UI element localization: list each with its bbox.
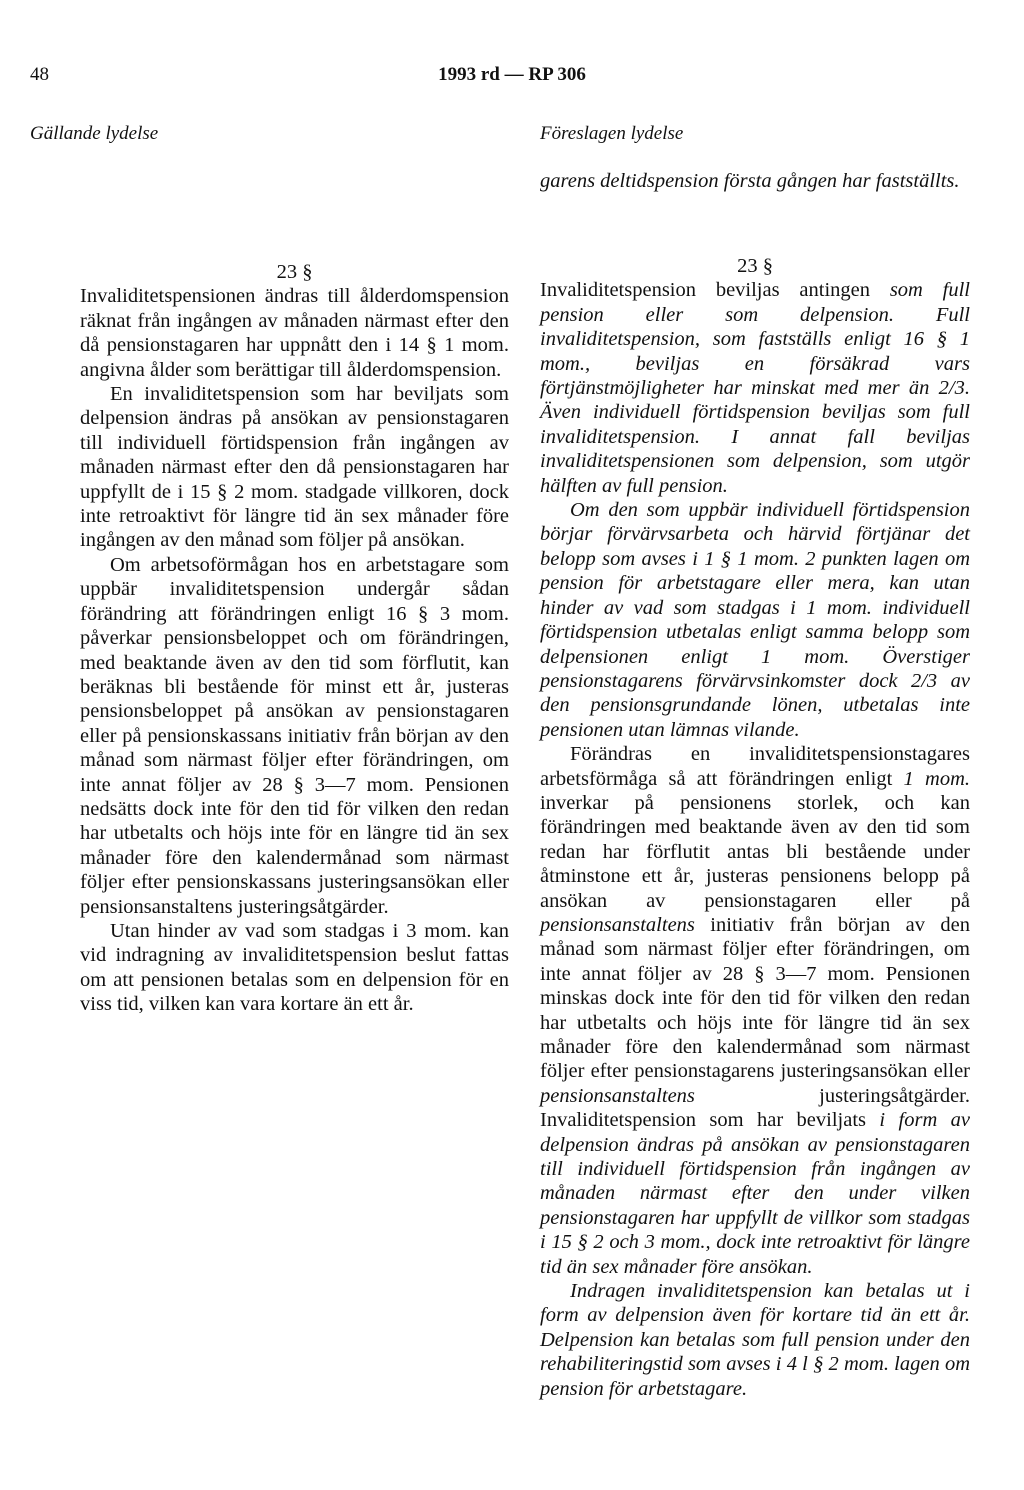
current-text-column bbox=[80, 260, 509, 1017]
text-run: Invaliditetspension beviljas antingen bbox=[540, 279, 890, 302]
paragraph bbox=[540, 498, 970, 742]
continuation-text: garens deltidspension första gången har fastställts. bbox=[540, 170, 960, 192]
section-number: 23 § bbox=[276, 261, 313, 283]
paragraph: En invaliditetspension som har beviljats som delpension ändras på ansökan av pensionstagaren till individuell förtidspension från ingången av månaden närmast efter den då pensionstagaren har uppfyllt de i 15 § 2 mom. stadgade villkoren, dock inte retroaktivt för längre tid än sex månader före ingången av den månad som följer på ansökan. bbox=[80, 383, 509, 552]
page-number: 48 bbox=[30, 64, 49, 85]
paragraph: Om arbetsoförmågan hos en arbetstagare som uppbär invaliditetspension undergår sådan förändring att förändringen enligt 16 § 3 mom. påverkar pensionsbeloppet och om förändringen, med beaktande även av den tid som förflutit, kan beräknas bli bestående för minst ett år, justeras pensionsbeloppet på ansökan av pensionstagaren eller på pensionskassans initiativ från början av den månad som närmast följer efter förändringen, om inte annat följer av 28 § 3—7 mom. Pensionen nedsätts dock inte för den tid för vilken den redan har utbetalts och höjs inte för en längre tid än sex månader före den kalendermånad som närmast följer efter pensionskassans justeringsansökan eller pensionsanstaltens justeringsåtgärder. bbox=[80, 553, 509, 918]
italic-run: som full pension eller som delpension. Full invaliditetspension, som fastställs enligt 16 § 1 mom., beviljas en försäkrad vars förtjänstmöjligheter har minskat med mer än 2/3. Även individuell förtidspension beviljas som full invaliditetspension. I annat fall beviljas invaliditetspensionen som delpension, som utgör hälften av full pension. bbox=[540, 279, 970, 497]
paragraph: Utan hinder av vad som stadgas i 3 mom. kan vid indragning av invaliditetspension beslut fattas om att pensionen betalas som en delpension för en viss tid, vilken kan vara kortare än ett år. bbox=[80, 919, 509, 1016]
italic-run: Indragen invaliditetspension kan betalas ut i form av delpension även för kortare tid än ett år. Delpension kan betalas som full pension under den rehabiliteringstid som avses i 4 l § 2 mom. lagen om pension för arbetstagare. bbox=[540, 1280, 970, 1400]
paragraph bbox=[540, 278, 970, 498]
text-run: inverkar på pensionens storlek, och kan förändringen med beaktande även av den tid som redan har förflutit antas bli bestående under åtminstone ett år, justeras pensionens belopp på ansökan av pensionstagaren eller på bbox=[540, 791, 970, 912]
text-run: Förändras en invaliditetspensionstagares arbetsförmåga så att förändringen enligt bbox=[540, 743, 970, 790]
text-run: initiativ från början av den månad som närmast följer efter förändringen, om inte annat följer av 28 § 3—7 mom. Pensionen minskas dock inte för den tid för vilken den redan har utbetalts och höjs inte för längre tid än sex månader före den kalendermånad som närmast följer efter pensionstagarens justeringsansökan eller bbox=[540, 913, 970, 1083]
italic-run: i form av delpension ändras på ansökan av pensionstagaren till individuell förtidspension från ingången av månaden närmast efter den under vilken pensionstagaren har uppfyllt de villkor som stadgas i 15 § 2 och 3 mom., dock inte retroaktivt för längre tid än sex månader före ansökan. bbox=[540, 1109, 970, 1278]
paragraph bbox=[540, 1279, 970, 1401]
column-heading-proposed: Föreslagen lydelse bbox=[540, 123, 684, 144]
proposed-text-column bbox=[540, 254, 970, 1401]
section-number: 23 § bbox=[737, 255, 773, 277]
running-title: 1993 rd — RP 306 bbox=[438, 64, 586, 85]
proposed-continuation bbox=[540, 169, 970, 193]
italic-run: pensionsanstaltens bbox=[540, 1084, 695, 1107]
column-heading-current: Gällande lydelse bbox=[30, 123, 159, 144]
italic-run: 1 mom. bbox=[903, 767, 970, 790]
italic-run: Om den som uppbär individuell förtidspension börjar förvärvsarbeta och härvid förtjänar det belopp som avses i 1 § 1 mom. 2 punkten lagen om pension för arbetstagare eller mera, kan utan hinder av vad som stadgas i 1 mom. individuell förtidspension utbetalas enligt samma belopp som delpensionen enligt 1 mom. Överstiger pensionstagarens förvärvsinkomster dock 2/3 av den pensionsgrundande lönen, utbetalas inte pensionen utan lämnas vilande. bbox=[540, 499, 970, 741]
italic-run: pensionsanstaltens bbox=[540, 913, 695, 936]
paragraph bbox=[540, 742, 970, 1279]
paragraph: Invaliditetspensionen ändras till ålderdomspension räknat från ingången av månaden närmast efter den då pensionstagaren har uppnått den i 14 § 1 mom. angivna ålder som berättigar till ålderdomspension. bbox=[80, 285, 509, 381]
text-run: justeringsåtgärder. Invaliditetspension som har beviljats bbox=[540, 1084, 970, 1132]
